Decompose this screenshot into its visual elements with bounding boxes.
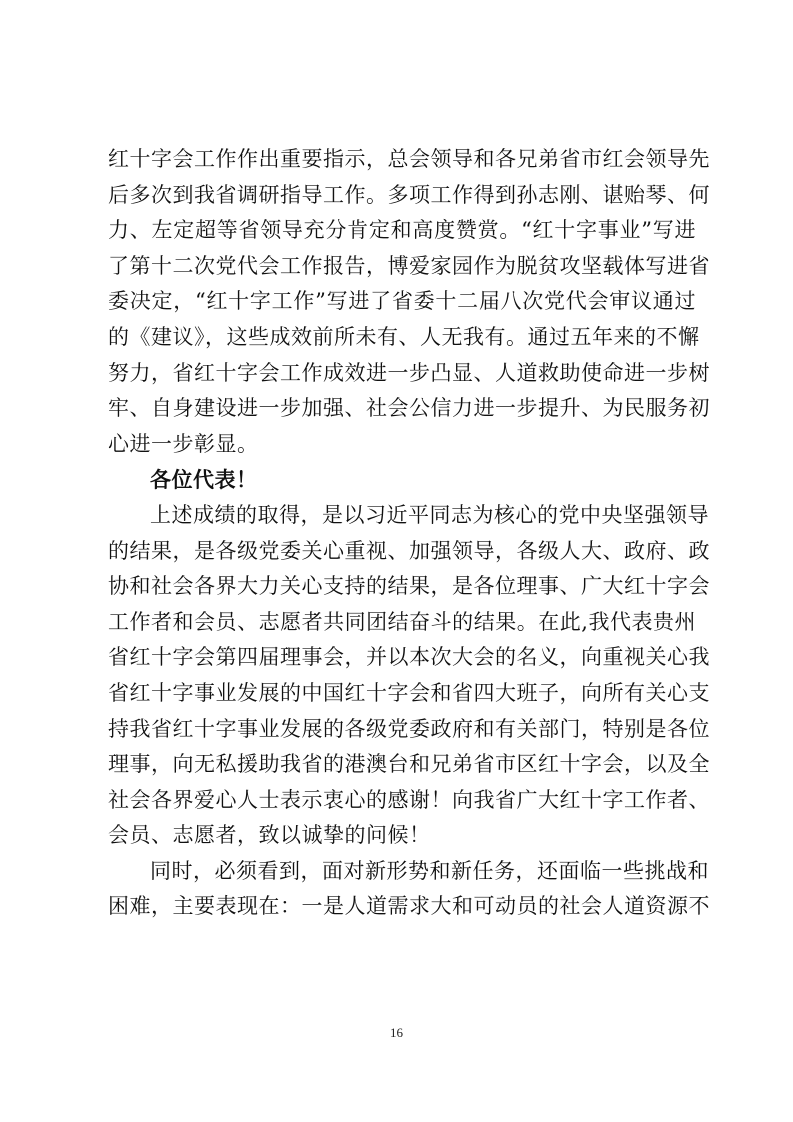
text-line: 社会各界爱心人士表示衷心的感谢！向我省广大红十字工作者、: [108, 787, 710, 812]
text-line: 上述成绩的取得，是以习近平同志为核心的党中央坚强领导: [150, 502, 709, 527]
text-line: 省红十字会第四届理事会，并以本次大会的名义，向重视关心我: [108, 645, 710, 670]
text-line: 协和社会各界大力关心支持的结果，是各位理事、广大红十字会: [108, 574, 710, 599]
text-line: 后多次到我省调研指导工作。多项工作得到孙志刚、谌贻琴、何: [108, 182, 710, 207]
text-line: 各位代表！: [150, 467, 258, 493]
text-line: 力、左定超等省领导充分肯定和高度赞赏。“红十字事业”写进: [108, 218, 696, 243]
text-line: 的结果，是各级党委关心重视、加强领导，各级人大、政府、政: [108, 538, 710, 563]
text-line: 困难，主要表现在：一是人道需求大和可动员的社会人道资源不: [108, 894, 710, 919]
text-line: 持我省红十字事业发展的各级党委政府和有关部门，特别是各位: [108, 716, 710, 741]
text-line: 红十字会工作作出重要指示，总会领导和各兄弟省市红会领导先: [108, 147, 710, 171]
text-line: 委决定，“红十字工作”写进了省委十二届八次党代会审议通过: [108, 289, 696, 314]
text-line: 的《建议》，这些成效前所未有、人无我有。通过五年来的不懈: [108, 324, 700, 349]
document-body: [108, 142, 710, 925]
page-number: 16: [390, 1025, 403, 1040]
text-line: 理事，向无私援助我省的港澳台和兄弟省市区红十字会，以及全: [108, 752, 710, 777]
section-heading: [108, 462, 696, 498]
text-line: 牢、自身建设进一步加强、社会公信力进一步提升、为民服务初: [108, 396, 710, 421]
text-line: 会员、志愿者，致以诚挚的问候！: [108, 823, 431, 848]
text-line: 努力，省红十字会工作成效进一步凸显、人道救助使命进一步树: [108, 360, 710, 385]
paragraph: [108, 854, 710, 925]
paragraph: [108, 498, 710, 854]
text-line: 心进一步彰显。: [108, 431, 259, 456]
text-line: 同时，必须看到，面对新形势和新任务，还面临一些挑战和: [150, 858, 709, 883]
text-line: 省红十字事业发展的中国红十字会和省四大班子，向所有关心支: [108, 680, 710, 705]
text-line: 了第十二次党代会工作报告，博爱家园作为脱贫攻坚载体写进省: [108, 253, 710, 278]
text-line: 工作者和会员、志愿者共同团结奋斗的结果。在此,我代表贵州: [108, 609, 696, 634]
paragraph: [108, 142, 710, 462]
